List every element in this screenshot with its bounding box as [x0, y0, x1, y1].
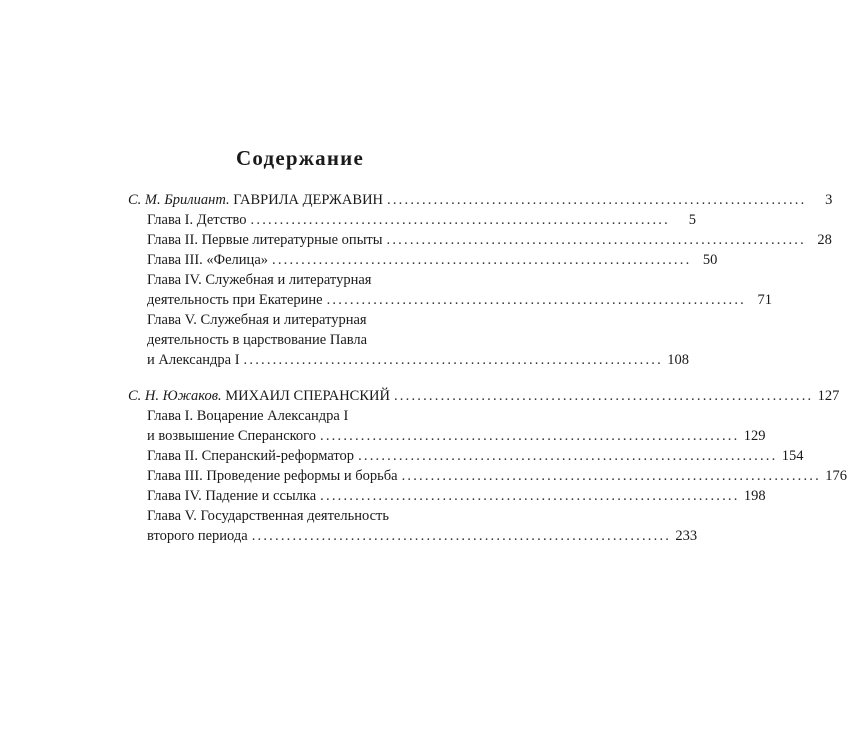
dot-leader: ........................................................................: [320, 488, 740, 504]
page-number: 71: [757, 292, 773, 308]
dot-leader: ........................................................................: [393, 388, 814, 404]
page-number: 28: [817, 232, 832, 248]
section-author: С. М. Брилиант.: [128, 192, 230, 208]
toc-chapter[interactable]: [147, 406, 766, 446]
toc-chapter[interactable]: [147, 310, 689, 370]
chapter-title-cont: и возвышение Сперанского: [147, 428, 317, 444]
page-number: 233: [675, 528, 698, 544]
toc-chapter[interactable]: [147, 230, 832, 250]
page-number: 5: [688, 212, 696, 228]
chapter-title: Глава V. Государственная деятельность: [147, 508, 389, 524]
toc-chapter[interactable]: [147, 506, 698, 546]
toc-chapter[interactable]: [147, 250, 718, 270]
chapter-title: Глава III. Проведение реформы и борьба: [147, 468, 398, 484]
section-heading: МИХАИЛ СПЕРАНСКИЙ: [225, 388, 390, 404]
chapter-title-cont: деятельность в царствование Павла: [147, 332, 368, 348]
chapter-title-cont: второго периода: [147, 528, 248, 544]
chapter-title-cont: деятельность при Екатерине: [147, 292, 323, 308]
chapter-title: Глава II. Сперанский-реформатор: [147, 448, 355, 464]
dot-leader: ........................................................................: [326, 292, 747, 308]
dot-leader: ........................................................................: [243, 352, 663, 368]
chapter-title: Глава V. Служебная и литературная: [147, 312, 367, 328]
toc-chapter[interactable]: [147, 270, 773, 310]
page-number: 50: [702, 252, 718, 268]
dot-leader: ........................................................................: [250, 212, 670, 228]
chapter-title: Глава IV. Служебная и литературная: [147, 272, 372, 288]
toc-chapter[interactable]: [147, 446, 804, 466]
page-number: 129: [743, 428, 766, 444]
chapter-title: Глава IV. Падение и ссылка: [147, 488, 317, 504]
page-number: 176: [825, 468, 847, 484]
dot-leader: ........................................................................: [401, 468, 821, 484]
page-number: 3: [825, 192, 833, 208]
dot-leader: ........................................................................: [386, 232, 806, 248]
section-heading: ГАВРИЛА ДЕРЖАВИН: [233, 192, 384, 208]
page-title: Содержание: [236, 146, 364, 170]
chapter-title: Глава III. «Фелица»: [147, 252, 268, 268]
page-number: 127: [817, 388, 840, 404]
section-author: С. Н. Южаков.: [128, 388, 222, 404]
dot-leader: ........................................................................: [320, 428, 740, 444]
toc-chapter[interactable]: [147, 486, 766, 506]
chapter-title-cont: и Александра I: [147, 352, 240, 368]
toc-section-derzhavin[interactable]: [128, 190, 833, 210]
page-number: 198: [743, 488, 766, 504]
page-number: 154: [781, 448, 804, 464]
dot-leader: ........................................................................: [387, 192, 807, 208]
chapter-title: Глава I. Детство: [147, 212, 247, 228]
dot-leader: ........................................................................: [358, 448, 778, 464]
chapter-title: Глава I. Воцарение Александра I: [147, 408, 349, 424]
dot-leader: ........................................................................: [251, 528, 672, 544]
toc-chapter[interactable]: [147, 466, 847, 486]
page-number: 108: [667, 352, 689, 368]
dot-leader: ........................................................................: [272, 252, 692, 268]
chapter-title: Глава II. Первые литературные опыты: [147, 232, 383, 248]
toc-section-speransky[interactable]: [128, 386, 840, 406]
toc-chapter[interactable]: [147, 210, 696, 230]
